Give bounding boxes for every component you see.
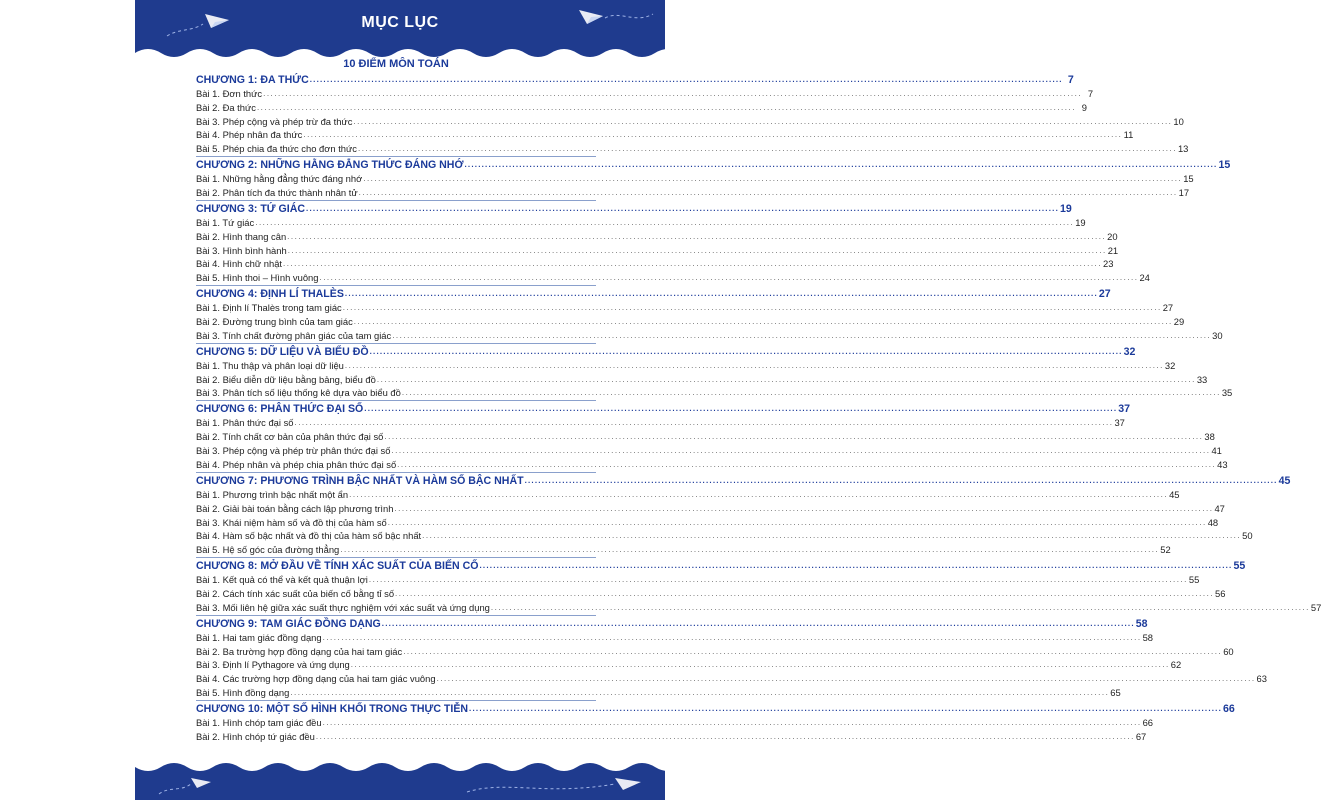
toc-page-number: 45 bbox=[1278, 474, 1291, 487]
toc-entry-label: Bài 1. Kết quả có thể và kết quả thuận lợi bbox=[196, 574, 368, 586]
toc-lesson-row[interactable] bbox=[196, 572, 1200, 586]
toc-page-number: 7 bbox=[1087, 87, 1094, 99]
toc-lesson-row[interactable] bbox=[196, 300, 1174, 314]
toc-entry-label: CHƯƠNG 3: TỨ GIÁC bbox=[196, 202, 306, 215]
toc-entry-label: Bài 2. Hình thang cân bbox=[196, 230, 287, 242]
toc-entry-label: Bài 2. Cách tính xác suất của biến cố bằng tỉ số bbox=[196, 587, 395, 599]
dot-leader: ............................................................................................................................................................................................................................ bbox=[322, 717, 1142, 727]
toc-page-number: 27 bbox=[1162, 302, 1174, 314]
toc-entry-label: Bài 2. Giải bài toán bằng cách lập phương trình bbox=[196, 502, 394, 514]
toc-entry-label: Bài 5. Hệ số góc của đường thẳng bbox=[196, 544, 340, 556]
toc-chapter-row[interactable] bbox=[196, 701, 1235, 716]
toc-page-number: 45 bbox=[1169, 488, 1180, 500]
toc-entry-label: Bài 4. Phép nhân và phép chia phân thức đại số bbox=[196, 458, 397, 470]
toc-page-number: 66 bbox=[1142, 716, 1154, 728]
dot-leader: ............................................................................................................................................................................................................................ bbox=[353, 317, 1173, 327]
toc-lesson-row[interactable] bbox=[196, 314, 1185, 328]
dot-leader: ............................................................................................................................................................................................................................ bbox=[287, 231, 1107, 241]
toc-page-number: 33 bbox=[1196, 373, 1208, 385]
toc-entry-label: CHƯƠNG 7: PHƯƠNG TRÌNH BẬC NHẤT VÀ HÀM SỐ BẬC NHẤT bbox=[196, 474, 524, 487]
toc-page-number: 58 bbox=[1142, 631, 1154, 643]
toc-entry-label: Bài 5. Hình đồng dạng bbox=[196, 687, 290, 699]
dot-leader: ............................................................................................................................................................................................................................ bbox=[397, 459, 1217, 469]
dot-leader: ............................................................................................................................................................................................................................ bbox=[392, 330, 1212, 340]
dot-leader: ............................................................................................................................................................................................................................ bbox=[394, 503, 1214, 513]
toc-chapter-row[interactable] bbox=[196, 201, 1072, 215]
toc-lesson-row[interactable] bbox=[196, 630, 1154, 644]
toc-entry-label: Bài 3. Hình bình hành bbox=[196, 244, 287, 256]
toc-lesson-row[interactable] bbox=[196, 415, 1125, 429]
toc-lesson-row[interactable] bbox=[196, 86, 1094, 100]
table-of-contents bbox=[196, 72, 1321, 743]
toc-lesson-row[interactable] bbox=[196, 600, 1321, 614]
toc-entry-label: Bài 1. Thu thập và phân loại dữ liệu bbox=[196, 359, 344, 371]
toc-page-number: 65 bbox=[1110, 687, 1121, 699]
toc-lesson-row[interactable] bbox=[196, 457, 1228, 471]
toc-entry-label: Bài 3. Định lí Pythagore và ứng dụng bbox=[196, 659, 350, 671]
toc-page-number: 30 bbox=[1212, 329, 1223, 341]
toc-lesson-row[interactable] bbox=[196, 128, 1134, 142]
dot-leader: ............................................................................................................................................................................................................................ bbox=[369, 346, 1123, 356]
toc-page-number: 17 bbox=[1178, 187, 1190, 199]
toc-lesson-row[interactable] bbox=[196, 215, 1086, 229]
toc-entry-label: Bài 4. Hàm số bậc nhất và đồ thị của hàm số bậc nhất bbox=[196, 530, 422, 542]
toc-entry-label: Bài 4. Hình chữ nhật bbox=[196, 258, 283, 270]
toc-page-number: 56 bbox=[1215, 587, 1226, 599]
toc-entry-label: Bài 2. Đường trung bình của tam giác bbox=[196, 316, 353, 328]
dot-leader: ............................................................................................................................................................................................................................ bbox=[391, 446, 1211, 456]
toc-page-number: 63 bbox=[1256, 673, 1267, 685]
dot-leader: ............................................................................................................................................................................................................................ bbox=[384, 432, 1204, 442]
toc-lesson-row[interactable] bbox=[196, 542, 1171, 556]
dot-leader: ............................................................................................................................................................................................................................ bbox=[342, 303, 1162, 313]
toc-page-number: 60 bbox=[1223, 645, 1234, 657]
toc-entry-label: Bài 4. Các trường hợp đồng dạng của hai tam giác vuông bbox=[196, 673, 436, 685]
toc-entry-label: Bài 1. Hình chóp tam giác đều bbox=[196, 716, 322, 728]
toc-lesson-row[interactable] bbox=[196, 171, 1194, 185]
toc-entry-label: CHƯƠNG 1: ĐA THỨC bbox=[196, 73, 309, 86]
toc-page-number: 38 bbox=[1204, 431, 1215, 443]
toc-page-number: 47 bbox=[1214, 502, 1225, 514]
toc-lesson-row[interactable] bbox=[196, 658, 1182, 672]
toc-lesson-row[interactable] bbox=[196, 185, 1190, 199]
toc-chapter-row[interactable] bbox=[196, 157, 1231, 172]
toc-entry-label: Bài 2. Đa thức bbox=[196, 101, 256, 113]
toc-entry-label: Bài 3. Khái niệm hàm số và đồ thị của hàm số bbox=[196, 516, 387, 528]
dot-leader: ............................................................................................................................................................................................................................ bbox=[479, 561, 1233, 571]
toc-entry-label: Bài 2. Ba trường hợp đồng dạng của hai tam giác bbox=[196, 645, 403, 657]
toc-lesson-row[interactable] bbox=[196, 586, 1226, 600]
toc-page-number: 58 bbox=[1135, 617, 1148, 630]
dot-leader: ............................................................................................................................................................................................................................ bbox=[322, 632, 1142, 642]
dot-leader: ............................................................................................................................................................................................................................ bbox=[256, 102, 1076, 112]
toc-page-number: 23 bbox=[1103, 258, 1114, 270]
dot-leader: ............................................................................................................................................................................................................................ bbox=[340, 545, 1160, 555]
dot-leader: ............................................................................................................................................................................................................................ bbox=[381, 618, 1135, 628]
toc-chapter-row[interactable] bbox=[196, 473, 1291, 487]
toc-lesson-row[interactable] bbox=[196, 715, 1154, 729]
toc-page-number: 21 bbox=[1107, 244, 1119, 256]
dot-leader: ............................................................................................................................................................................................................................ bbox=[353, 116, 1173, 126]
toc-entry-label: CHƯƠNG 10: MỘT SỐ HÌNH KHỐI TRONG THỰC TIỄN bbox=[196, 703, 469, 716]
dot-leader: ............................................................................................................................................................................................................................ bbox=[469, 704, 1223, 714]
dot-leader: ............................................................................................................................................................................................................................ bbox=[387, 517, 1207, 527]
header-banner bbox=[135, 0, 665, 60]
dot-leader: ............................................................................................................................................................................................................................ bbox=[350, 660, 1170, 670]
paper-plane-icon bbox=[155, 774, 215, 798]
toc-page-number: 19 bbox=[1075, 216, 1086, 228]
toc-entry-label: CHƯƠNG 9: TAM GIÁC ĐỒNG DẠNG bbox=[196, 617, 381, 630]
toc-entry-label: Bài 2. Phân tích đa thức thành nhân tử bbox=[196, 187, 358, 199]
toc-entry-label: Bài 3. Phân tích số liệu thống kê dựa vào biểu đồ bbox=[196, 387, 401, 399]
toc-page-number: 50 bbox=[1242, 530, 1253, 542]
toc-page-number: 66 bbox=[1223, 703, 1235, 716]
toc-entry-label: CHƯƠNG 8: MỞ ĐẦU VỀ TÍNH XÁC SUẤT CỦA BIẾN CỐ bbox=[196, 560, 479, 573]
dot-leader: ............................................................................................................................................................................................................................ bbox=[436, 674, 1256, 684]
dot-leader: ............................................................................................................................................................................................................................ bbox=[403, 646, 1223, 656]
dot-leader: ............................................................................................................................................................................................................................ bbox=[315, 731, 1135, 741]
toc-lesson-row[interactable] bbox=[196, 501, 1225, 515]
toc-page-number: 37 bbox=[1118, 403, 1131, 416]
page-title: MỤC LỤC bbox=[361, 14, 439, 31]
dot-leader: ............................................................................................................................................................................................................................ bbox=[524, 475, 1278, 485]
toc-entry-label: Bài 3. Phép cộng và phép trừ phân thức đại số bbox=[196, 445, 391, 457]
toc-lesson-row[interactable] bbox=[196, 671, 1267, 685]
toc-page-number: 41 bbox=[1211, 445, 1222, 457]
toc-lesson-row[interactable] bbox=[196, 229, 1118, 243]
toc-page-number: 48 bbox=[1207, 516, 1219, 528]
toc-entry-label: Bài 1. Đơn thức bbox=[196, 87, 263, 99]
dot-leader: ............................................................................................................................................................................................................................ bbox=[263, 88, 1083, 98]
toc-lesson-row[interactable] bbox=[196, 257, 1114, 271]
toc-lesson-row[interactable] bbox=[196, 487, 1180, 501]
toc-page-number: 67 bbox=[1135, 730, 1147, 742]
toc-chapter-row[interactable] bbox=[196, 558, 1246, 573]
footer-banner bbox=[135, 760, 665, 800]
toc-page-number: 24 bbox=[1139, 272, 1150, 284]
toc-page-number: 9 bbox=[1081, 101, 1087, 113]
dot-leader: ............................................................................................................................................................................................................................ bbox=[376, 374, 1196, 384]
toc-page-number: 62 bbox=[1170, 659, 1182, 671]
toc-page-number: 29 bbox=[1173, 316, 1185, 328]
dot-leader: ............................................................................................................................................................................................................................ bbox=[290, 688, 1110, 698]
dot-leader: ............................................................................................................................................................................................................................ bbox=[364, 404, 1118, 414]
toc-lesson-row[interactable] bbox=[196, 114, 1184, 128]
dot-leader: ............................................................................................................................................................................................................................ bbox=[306, 203, 1059, 213]
dot-leader: ............................................................................................................................................................................................................................ bbox=[363, 174, 1183, 184]
toc-page-number: 43 bbox=[1217, 458, 1228, 470]
toc-entry-label: Bài 2. Biểu diễn dữ liệu bằng bảng, biểu đồ bbox=[196, 373, 376, 385]
dot-leader: ............................................................................................................................................................................................................................ bbox=[422, 531, 1242, 541]
toc-page-number: 7 bbox=[1067, 73, 1074, 86]
toc-chapter-row[interactable] bbox=[196, 72, 1074, 86]
dot-leader: ............................................................................................................................................................................................................................ bbox=[401, 388, 1221, 398]
toc-page-number: 13 bbox=[1177, 143, 1189, 155]
dot-leader: ............................................................................................................................................................................................................................ bbox=[283, 259, 1102, 269]
toc-lesson-row[interactable] bbox=[196, 386, 1233, 400]
dot-leader: ............................................................................................................................................................................................................................ bbox=[344, 360, 1164, 370]
toc-page-number: 15 bbox=[1183, 173, 1194, 185]
toc-entry-label: Bài 1. Những hằng đẳng thức đáng nhớ bbox=[196, 173, 363, 185]
dot-leader: ............................................................................................................................................................................................................................ bbox=[255, 217, 1075, 227]
toc-entry-label: Bài 1. Phương trình bậc nhất một ẩn bbox=[196, 488, 349, 500]
toc-page-number: 11 bbox=[1123, 129, 1134, 141]
toc-page-number: 52 bbox=[1160, 544, 1171, 556]
toc-page-number: 20 bbox=[1107, 230, 1118, 242]
toc-lesson-row[interactable] bbox=[196, 328, 1223, 342]
toc-entry-label: Bài 2. Tính chất cơ bản của phân thức đại số bbox=[196, 431, 384, 443]
toc-chapter-row[interactable] bbox=[196, 616, 1148, 630]
dot-leader: ............................................................................................................................................................................................................................ bbox=[287, 245, 1107, 255]
toc-entry-label: Bài 3. Mối liên hệ giữa xác suất thực nghiệm với xác suất và ứng dụng bbox=[196, 601, 490, 613]
toc-lesson-row[interactable] bbox=[196, 141, 1189, 155]
toc-entry-label: Bài 3. Phép cộng và phép trừ đa thức bbox=[196, 115, 353, 127]
toc-entry-label: Bài 2. Hình chóp tứ giác đều bbox=[196, 730, 315, 742]
toc-lesson-row[interactable] bbox=[196, 243, 1119, 257]
toc-page-number: 19 bbox=[1060, 202, 1072, 215]
toc-lesson-row[interactable] bbox=[196, 429, 1215, 443]
paper-plane-icon bbox=[465, 772, 655, 798]
toc-lesson-row[interactable] bbox=[196, 529, 1253, 543]
dot-leader: ............................................................................................................................................................................................................................ bbox=[319, 273, 1139, 283]
toc-entry-label: Bài 5. Phép chia đa thức cho đơn thức bbox=[196, 143, 357, 155]
toc-entry-label: CHƯƠNG 4: ĐỊNH LÍ THALÈS bbox=[196, 288, 344, 301]
toc-entry-label: Bài 4. Phép nhân đa thức bbox=[196, 129, 303, 141]
dot-leader: ............................................................................................................................................................................................................................ bbox=[303, 130, 1123, 140]
toc-entry-label: CHƯƠNG 2: NHỮNG HẰNG ĐẲNG THỨC ĐÁNG NHỚ bbox=[196, 159, 464, 172]
toc-entry-label: Bài 1. Định lí Thalès trong tam giác bbox=[196, 302, 342, 314]
dot-leader: ............................................................................................................................................................................................................................ bbox=[309, 74, 1063, 84]
toc-lesson-row[interactable] bbox=[196, 685, 1121, 699]
toc-page-number: 32 bbox=[1164, 359, 1176, 371]
dot-leader: ............................................................................................................................................................................................................................ bbox=[368, 575, 1188, 585]
toc-entry-label: Bài 1. Phân thức đại số bbox=[196, 417, 294, 429]
dot-leader: ............................................................................................................................................................................................................................ bbox=[464, 160, 1218, 170]
toc-entry-label: Bài 1. Hai tam giác đồng dạng bbox=[196, 631, 322, 643]
toc-lesson-row[interactable] bbox=[196, 443, 1222, 457]
toc-chapter-row[interactable] bbox=[196, 344, 1136, 358]
toc-entry-label: CHƯƠNG 6: PHÂN THỨC ĐẠI SỐ bbox=[196, 403, 364, 416]
dot-leader: ............................................................................................................................................................................................................................ bbox=[490, 602, 1310, 612]
toc-page-number: 32 bbox=[1123, 345, 1136, 358]
toc-entry-label: Bài 5. Hình thoi – Hình vuông bbox=[196, 272, 319, 284]
toc-lesson-row[interactable] bbox=[196, 358, 1176, 372]
toc-chapter-row[interactable] bbox=[196, 401, 1131, 416]
dot-leader: ............................................................................................................................................................................................................................ bbox=[349, 489, 1169, 499]
toc-chapter-row[interactable] bbox=[196, 286, 1111, 301]
dot-leader: ............................................................................................................................................................................................................................ bbox=[358, 188, 1178, 198]
toc-lesson-row[interactable] bbox=[196, 729, 1147, 743]
toc-page-number: 55 bbox=[1233, 560, 1246, 573]
book-subtitle: 10 ĐIỂM MÔN TOÁN bbox=[343, 58, 449, 70]
dot-leader: ............................................................................................................................................................................................................................ bbox=[344, 289, 1098, 299]
dot-leader: ............................................................................................................................................................................................................................ bbox=[294, 418, 1114, 428]
toc-page-number: 15 bbox=[1218, 159, 1231, 172]
toc-page-number: 27 bbox=[1098, 288, 1111, 301]
toc-page-number: 37 bbox=[1114, 417, 1125, 429]
toc-entry-label: Bài 1. Tứ giác bbox=[196, 216, 255, 228]
toc-entry-label: CHƯƠNG 5: DỮ LIỆU VÀ BIỂU ĐỒ bbox=[196, 345, 369, 358]
toc-lesson-row[interactable] bbox=[196, 644, 1234, 658]
toc-page-number: 35 bbox=[1221, 387, 1233, 399]
toc-page-number: 10 bbox=[1173, 115, 1184, 127]
toc-lesson-row[interactable] bbox=[196, 270, 1150, 284]
toc-lesson-row[interactable] bbox=[196, 515, 1219, 529]
dot-leader: ............................................................................................................................................................................................................................ bbox=[395, 588, 1215, 598]
toc-lesson-row[interactable] bbox=[196, 100, 1087, 114]
toc-page-number: 57 bbox=[1310, 601, 1321, 613]
dot-leader: ............................................................................................................................................................................................................................ bbox=[357, 144, 1177, 154]
toc-entry-label: Bài 3. Tính chất đường phân giác của tam giác bbox=[196, 329, 392, 341]
toc-page-number: 55 bbox=[1188, 574, 1200, 586]
toc-lesson-row[interactable] bbox=[196, 372, 1208, 386]
